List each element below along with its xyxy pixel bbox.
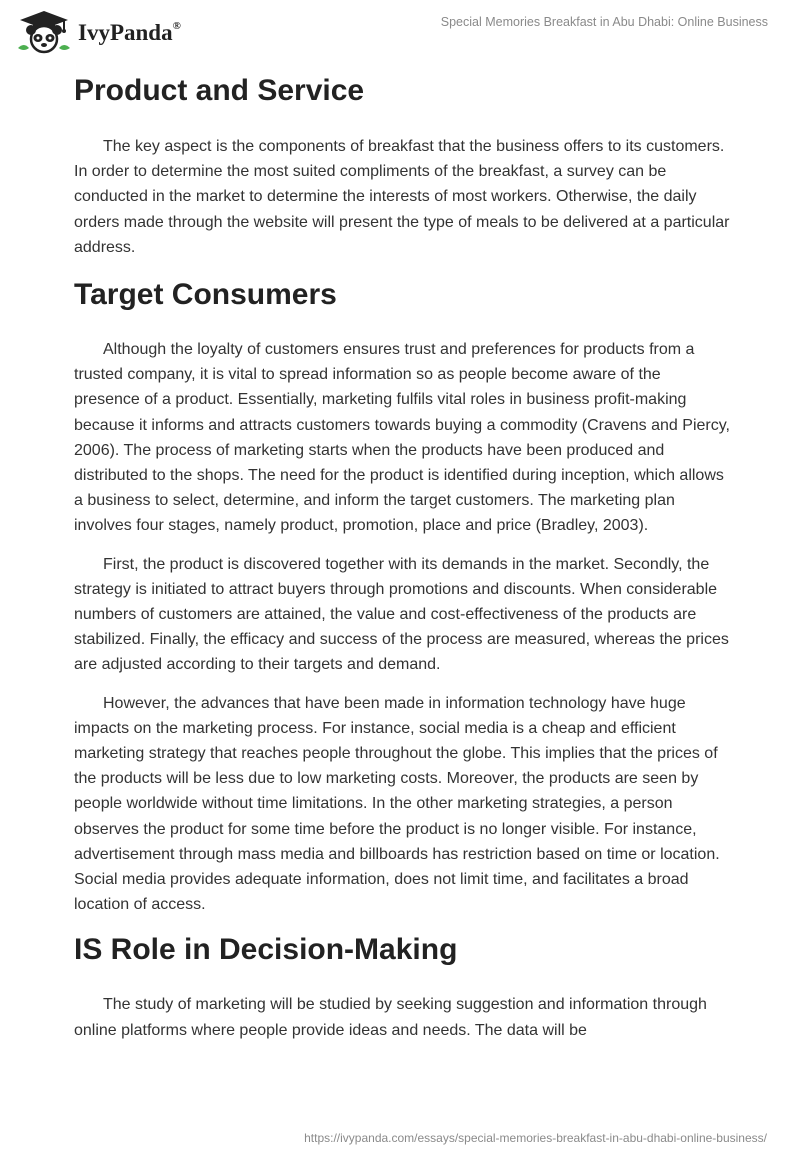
source-url[interactable]: https://ivypanda.com/essays/special-memories-breakfast-in-abu-dhabi-online-business/: [304, 1131, 767, 1145]
panda-graduate-icon: [14, 8, 74, 54]
registered-mark: ®: [172, 20, 181, 33]
paragraph: However, the advances that have been made in information technology have huge impacts on the marketing process. For instance, social media is a cheap and efficient marketing strategy that reaches people throughout the globe. This implies that the prices of the products will be less due to low marketing costs. Moreover, the products are seen by people worldwide without time limitations. In the other marketing strategies, a person observes the product for some time before the product is no longer visible. For instance, advertisement through mass media and billboards has restriction based on time or location. Social media provides adequate information, does not limit time, and facilitates a broad location of access.: [74, 694, 720, 914]
section-heading-target-consumers: Target Consumers: [74, 278, 337, 312]
paragraph: The key aspect is the components of breakfast that the business offers to its customers. In order to determine the most suited compliments of the breakfast, a survey can be conducted in the market to determine the interests of most workers. Otherwise, the daily orders made through the website will present the type of meals to be delivered at a particular address.: [74, 138, 730, 256]
essay-content: [74, 68, 730, 1043]
document-title: Special Memories Breakfast in Abu Dhabi: Online Business: [440, 15, 768, 29]
page-header: [0, 0, 800, 60]
section-heading-is-role: IS Role in Decision-Making: [74, 933, 458, 967]
brand-name: IvyPanda®: [78, 20, 181, 45]
paragraph: Although the loyalty of customers ensures trust and preferences for products from a trusted company, it is vital to spread information so as people become aware of the presence of a product. Essentially, marketing fulfils vital roles in business profit-making because it informs and attracts customers towards buying a commodity (Cravens and Piercy, 2006). The process of marketing starts when the products have been produced and distributed to the shops. The need for the product is identified during inception, which allows a business to select, determine, and inform the target customers. The marketing plan involves four stages, namely product, promotion, place and price (Bradley, 2003).: [74, 341, 730, 535]
paragraph: The study of marketing will be studied by seeking suggestion and information through online platforms where people provide ideas and needs. The data will be: [74, 996, 707, 1039]
brand-logo[interactable]: [14, 8, 194, 54]
section-heading-product-and-service: Product and Service: [74, 74, 365, 107]
paragraph: First, the product is discovered together with its demands in the market. Secondly, the strategy is initiated to attract buyers through promotions and discounts. When considerable numbers of customers are attained, the value and cost-effectiveness of the products are stabilized. Finally, the efficacy and success of the process are measured, whereas the prices are adjusted according to their targets and demand.: [74, 555, 729, 674]
